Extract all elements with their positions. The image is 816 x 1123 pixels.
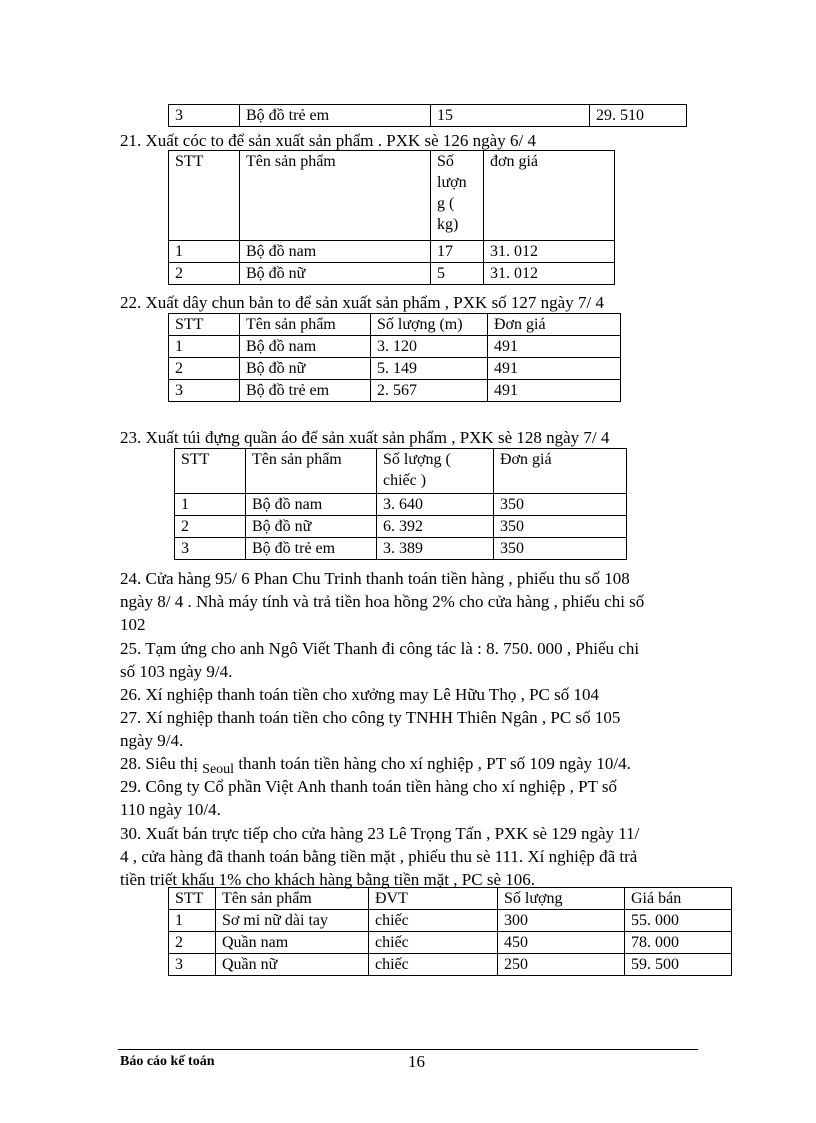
item-28-line	[120, 752, 631, 777]
header-cell: STT	[169, 888, 216, 910]
cell: 5	[431, 263, 484, 285]
table-row	[169, 358, 621, 380]
cell: Bộ đồ nam	[240, 241, 431, 263]
table-row	[169, 380, 621, 402]
cell: Bộ đồ nam	[246, 494, 377, 516]
item-28-suffix: thanh toán tiền hàng cho xí nghiệp , PT số 109 ngày 10/4.	[238, 754, 631, 773]
header-cell: Tên sản phẩm	[216, 888, 369, 910]
cell: 2	[169, 263, 240, 285]
item-24-line-1: 24. Cửa hàng 95/ 6 Phan Chu Trinh thanh toán tiền hàng , phiếu thu số 108	[120, 569, 630, 588]
cell: 15	[431, 105, 590, 127]
cell: 3. 389	[377, 538, 494, 560]
item-25-line-2: số 103 ngày 9/4.	[120, 662, 233, 681]
item-29-line-1: 29. Công ty Cổ phần Việt Anh thanh toán tiền hàng cho xí nghiệp , PT số	[120, 777, 617, 796]
header-line: g (	[437, 195, 455, 212]
header-line: Số lượng (	[383, 451, 451, 468]
item-30-line-2: 4 , cửa hàng đã thanh toán bằng tiền mặt , phiếu thu sè 111. Xí nghiệp đã trả	[120, 847, 638, 866]
header-cell: STT	[175, 449, 246, 494]
header-cell: Số lượng	[498, 888, 625, 910]
header-cell: STT	[169, 151, 240, 241]
cell: 6. 392	[377, 516, 494, 538]
table-row	[169, 336, 621, 358]
cell: 2	[169, 932, 216, 954]
cell: Bộ đồ nam	[240, 336, 371, 358]
cell: 491	[488, 336, 621, 358]
table-row	[169, 241, 615, 263]
table-row	[169, 105, 687, 127]
cell: 31. 012	[484, 241, 615, 263]
table-30	[168, 887, 732, 976]
cell: chiếc	[369, 910, 498, 932]
cell: 31. 012	[484, 263, 615, 285]
item-29-line-2: 110 ngày 10/4.	[120, 800, 221, 819]
cell: 3	[175, 538, 246, 560]
header-cell: ĐVT	[369, 888, 498, 910]
cell: 250	[498, 954, 625, 976]
table-header-row	[175, 449, 627, 494]
table-row	[175, 494, 627, 516]
footer-title: Báo cáo kế toán	[120, 1054, 215, 1069]
table-22	[168, 313, 621, 402]
item-28-prefix: 28. Siêu thị	[120, 754, 198, 773]
table-row	[169, 263, 615, 285]
item-26-line-1: 26. Xí nghiệp thanh toán tiền cho xưởng may Lê Hữu Thọ , PC số 104	[120, 685, 599, 704]
cell: 3. 640	[377, 494, 494, 516]
cell: 3	[169, 105, 240, 127]
cell: 2	[175, 516, 246, 538]
item-30-line-1: 30. Xuất bán trực tiếp cho cửa hàng 23 Lê Trọng Tấn , PXK sè 129 ngày 11/	[120, 824, 640, 843]
cell: 2	[169, 358, 240, 380]
cell: 350	[494, 516, 627, 538]
cell: chiếc	[369, 954, 498, 976]
header-cell: đơn giá	[484, 151, 615, 241]
item-25-line-1: 25. Tạm ứng cho anh Ngô Viết Thanh đi công tác là : 8. 750. 000 , Phiếu chi	[120, 639, 640, 658]
table-header-row	[169, 314, 621, 336]
cell: 1	[169, 336, 240, 358]
header-cell: Đơn giá	[494, 449, 627, 494]
item-30-line-3: tiền triết khấu 1% cho khách hàng bằng tiền mặt , PC sè 106.	[120, 870, 535, 889]
table-row	[169, 910, 732, 932]
cell: Quần nữ	[216, 954, 369, 976]
header-cell: Tên sản phẩm	[240, 151, 431, 241]
cell: Sơ mi nữ dài tay	[216, 910, 369, 932]
cell: 59. 500	[625, 954, 732, 976]
header-cell: Đơn giá	[488, 314, 621, 336]
table-row	[169, 954, 732, 976]
cell: Bộ đồ trẻ em	[240, 380, 371, 402]
cell: 55. 000	[625, 910, 732, 932]
cell: 491	[488, 380, 621, 402]
header-line: Số	[437, 153, 454, 170]
cell: 78. 000	[625, 932, 732, 954]
header-cell-qty	[377, 449, 494, 494]
header-cell: Tên sản phẩm	[240, 314, 371, 336]
cell: Bộ đồ trẻ em	[240, 105, 431, 127]
page-number: 16	[408, 1052, 425, 1071]
cell: 17	[431, 241, 484, 263]
cell: 350	[494, 494, 627, 516]
cell: Bộ đồ nữ	[240, 358, 371, 380]
table-23	[174, 448, 627, 560]
table-row	[169, 932, 732, 954]
cell: 2. 567	[371, 380, 488, 402]
cell: 5. 149	[371, 358, 488, 380]
header-line: kg)	[437, 216, 459, 233]
item-23-text: 23. Xuất túi đựng quần áo để sản xuất sản phẩm , PXK sè 128 ngày 7/ 4	[120, 428, 610, 447]
header-line: lượn	[437, 174, 467, 191]
cell: 1	[175, 494, 246, 516]
header-cell: STT	[169, 314, 240, 336]
footer-divider	[118, 1049, 698, 1050]
cell: 3	[169, 380, 240, 402]
cell: 3	[169, 954, 216, 976]
item-22-text: 22. Xuất dây chun bản to để sản xuất sản phẩm , PXK số 127 ngày 7/ 4	[120, 293, 604, 312]
cell: 1	[169, 241, 240, 263]
item-24-line-3: 102	[120, 615, 146, 634]
cell: 450	[498, 932, 625, 954]
table-row	[175, 538, 627, 560]
item-24-line-2: ngày 8/ 4 . Nhà máy tính và trả tiền hoa hồng 2% cho cửa hàng , phiếu chi số	[120, 592, 645, 611]
header-cell: Số lượng (m)	[371, 314, 488, 336]
table-header-row	[169, 151, 615, 241]
cell: Quần nam	[216, 932, 369, 954]
cell: 1	[169, 910, 216, 932]
header-cell-qty	[431, 151, 484, 241]
table-row	[175, 516, 627, 538]
item-27-line-2: ngày 9/4.	[120, 731, 184, 750]
table-header-row	[169, 888, 732, 910]
cell: 491	[488, 358, 621, 380]
cell: 3. 120	[371, 336, 488, 358]
cell: Bộ đồ nữ	[246, 516, 377, 538]
cell: 300	[498, 910, 625, 932]
header-cell: Tên sản phẩm	[246, 449, 377, 494]
header-line: chiếc )	[383, 472, 427, 489]
cell: chiếc	[369, 932, 498, 954]
item-21-text: 21. Xuất cóc to để sản xuất sản phẩm . PXK sè 126 ngày 6/ 4	[120, 131, 536, 150]
cell: 350	[494, 538, 627, 560]
item-28-seoul: Seoul	[202, 762, 235, 777]
header-cell: Giá bán	[625, 888, 732, 910]
table-21	[168, 150, 615, 285]
item-27-line-1: 27. Xí nghiệp thanh toán tiền cho công ty TNHH Thiên Ngân , PC số 105	[120, 708, 621, 727]
cell: 29. 510	[590, 105, 687, 127]
table-20-tail	[168, 104, 687, 127]
cell: Bộ đồ trẻ em	[246, 538, 377, 560]
cell: Bộ đồ nữ	[240, 263, 431, 285]
